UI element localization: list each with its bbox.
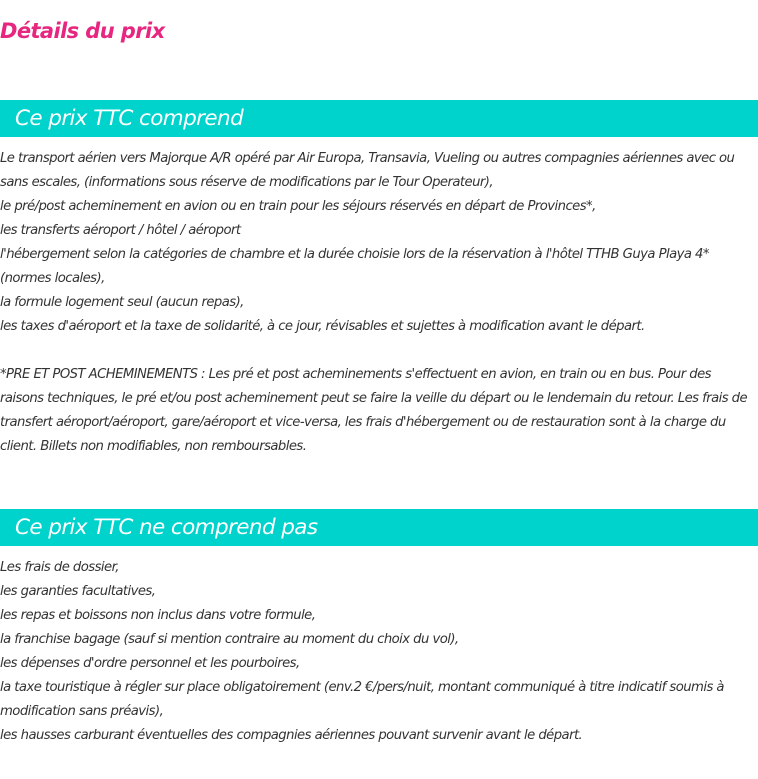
excludes-heading: Ce prix TTC ne comprend pas <box>15 515 318 540</box>
transfer-note <box>0 363 755 459</box>
excludes-item: Les frais de dossier, <box>0 560 119 575</box>
includes-item: Le transport aérien vers Majorque A/R opéré par Air Europa, Transavia, Vueling ou autres compagnies aériennes avec ou sans escales, (informations sous réserve de modifications par le Tour Operateur), <box>0 151 735 190</box>
includes-item: le pré/post acheminement en avion ou en train pour les séjours réservés en départ de Provinces*, <box>0 199 596 214</box>
excludes-list <box>0 556 755 748</box>
excludes-item: la taxe touristique à régler sur place obligatoirement (env.2 €/pers/nuit, montant communiqué à titre indicatif soumis à modification sans préavis), <box>0 680 724 719</box>
includes-list <box>0 147 755 339</box>
transfer-note-text: *PRE ET POST ACHEMINEMENTS : Les pré et post acheminements s'effectuent en avion, en train ou en bus. Pour des raisons techniques, le pré et/ou post acheminement peut se faire la veille du départ ou le lendemain du retour. Les frais de transfert aéroport/aéroport, gare/aéroport et vice-versa, les frais d'hébergement ou de restauration sont à la charge du client. Billets non modifiables, non remboursables. <box>0 367 748 454</box>
includes-heading: Ce prix TTC comprend <box>15 106 244 131</box>
includes-section-header <box>0 100 758 137</box>
excludes-item: la franchise bagage (sauf si mention contraire au moment du choix du vol), <box>0 632 459 647</box>
page-title: Détails du prix <box>0 19 165 43</box>
includes-item: la formule logement seul (aucun repas), <box>0 295 244 310</box>
excludes-item: les garanties facultatives, <box>0 584 156 599</box>
excludes-item: les hausses carburant éventuelles des compagnies aériennes pouvant survenir avant le départ. <box>0 728 583 743</box>
includes-item: les transferts aéroport / hôtel / aéroport <box>0 223 241 238</box>
excludes-item: les repas et boissons non inclus dans votre formule, <box>0 608 316 623</box>
includes-item: l'hébergement selon la catégories de chambre et la durée choisie lors de la réservation à l'hôtel TTHB Guya Playa 4* (normes locales), <box>0 247 709 286</box>
excludes-section-header <box>0 509 758 546</box>
includes-item: les taxes d'aéroport et la taxe de solidarité, à ce jour, révisables et sujettes à modification avant le départ. <box>0 319 645 334</box>
excludes-item: les dépenses d'ordre personnel et les pourboires, <box>0 656 300 671</box>
